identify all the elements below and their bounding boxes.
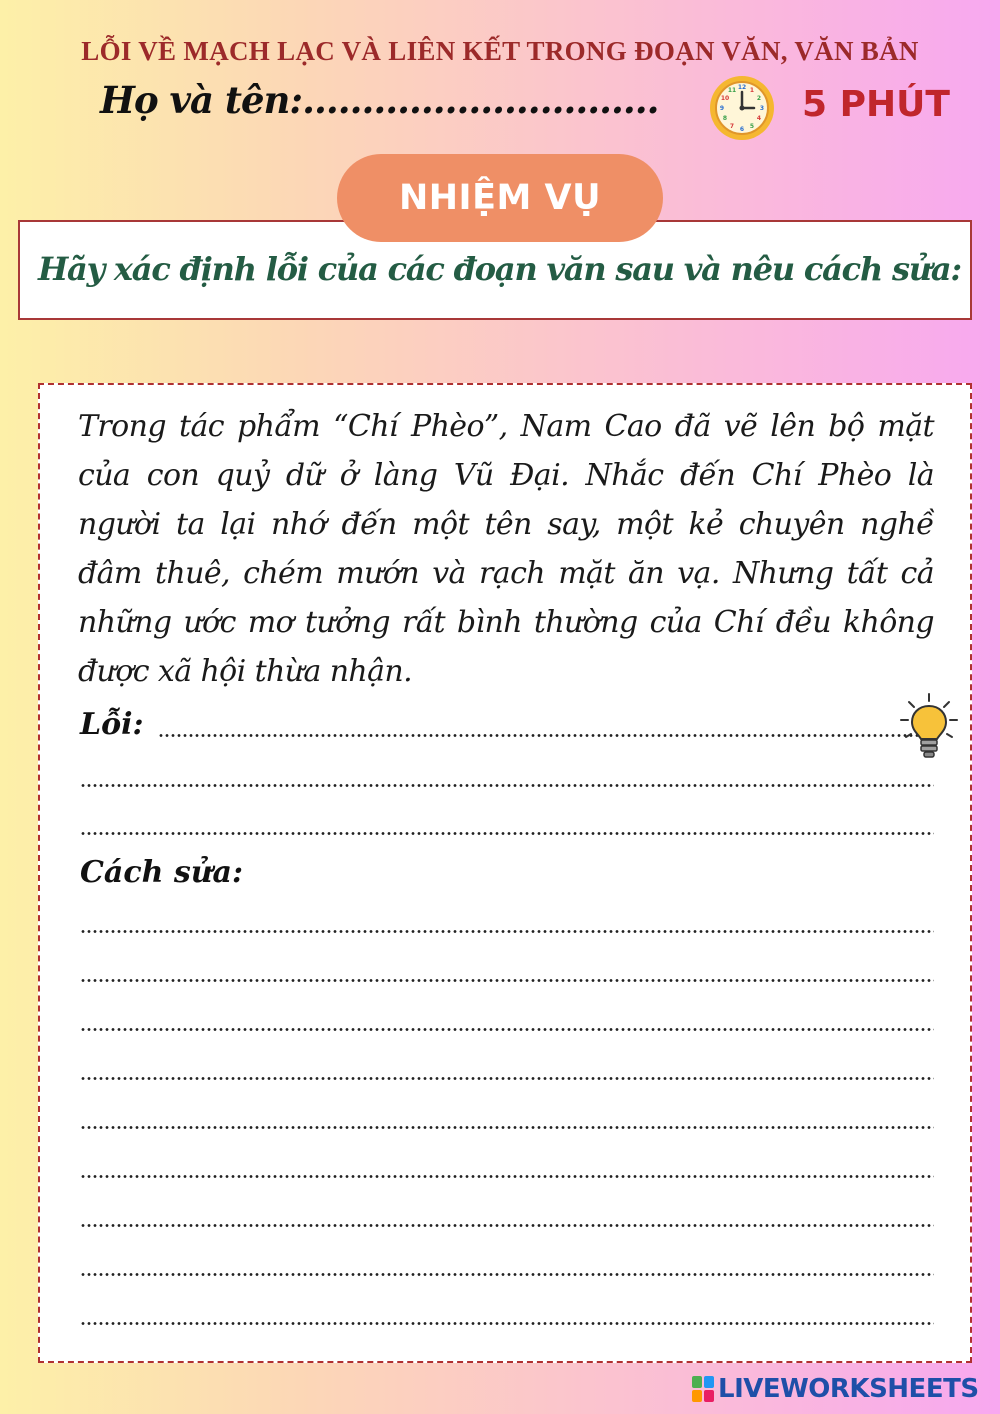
svg-text:11: 11 [727, 87, 737, 94]
brand-watermark [692, 1372, 979, 1406]
fix-answer-line[interactable] [80, 979, 934, 982]
error-label: Lỗi: [80, 707, 144, 742]
lightbulb-icon [897, 690, 961, 766]
brand-name: LIVEWORKSHEETS [718, 1374, 979, 1404]
name-field[interactable]: Họ và tên:.............................. [100, 78, 659, 122]
svg-text:2: 2 [756, 95, 762, 102]
fix-answer-line[interactable] [80, 1077, 934, 1080]
fix-answer-line[interactable] [80, 1322, 934, 1325]
svg-text:4: 4 [756, 115, 762, 122]
fix-label: Cách sửa: [80, 855, 244, 890]
clock-icon [708, 74, 776, 142]
svg-text:1: 1 [749, 87, 755, 94]
fix-answer-line[interactable] [80, 1224, 934, 1227]
svg-text:7: 7 [729, 123, 735, 130]
error-answer-line[interactable] [158, 734, 934, 737]
svg-text:5: 5 [749, 123, 755, 130]
svg-text:10: 10 [720, 95, 730, 102]
svg-text:9: 9 [719, 105, 725, 112]
fix-answer-line[interactable] [80, 1126, 934, 1129]
error-answer-line[interactable] [80, 832, 934, 835]
liveworksheets-logo-icon [692, 1376, 714, 1402]
fix-answer-line[interactable] [80, 1175, 934, 1178]
fix-answer-line[interactable] [80, 1028, 934, 1031]
time-limit-label: 5 PHÚT [802, 84, 950, 125]
error-answer-line[interactable] [80, 784, 934, 787]
instruction-text: Hãy xác định lỗi của các đoạn văn sau và nêu cách sửa: [38, 250, 961, 288]
svg-text:8: 8 [722, 115, 728, 122]
fix-answer-line[interactable] [80, 930, 934, 933]
task-heading: NHIỆM VỤ [337, 154, 663, 242]
svg-text:3: 3 [759, 105, 765, 112]
worksheet-title: LỖI VỀ MẠCH LẠC VÀ LIÊN KẾT TRONG ĐOẠN VĂN, VĂN BẢN [81, 36, 919, 66]
fix-answer-line[interactable] [80, 1273, 934, 1276]
svg-text:12: 12 [737, 84, 747, 91]
svg-text:6: 6 [739, 126, 745, 133]
exercise-passage: Trong tác phẩm “Chí Phèo”, Nam Cao đã vẽ lên bộ mặt của con quỷ dữ ở làng Vũ Đại. Nhắc đến Chí Phèo là người ta lại nhớ đến một tên say, một kẻ chuyên nghề đâm thuê, chém mướn và rạch mặt ăn vạ. Nhưng tất cả những ước mơ tưởng rất bình thường của Chí đều không được xã hội thừa nhận. [78, 409, 934, 689]
